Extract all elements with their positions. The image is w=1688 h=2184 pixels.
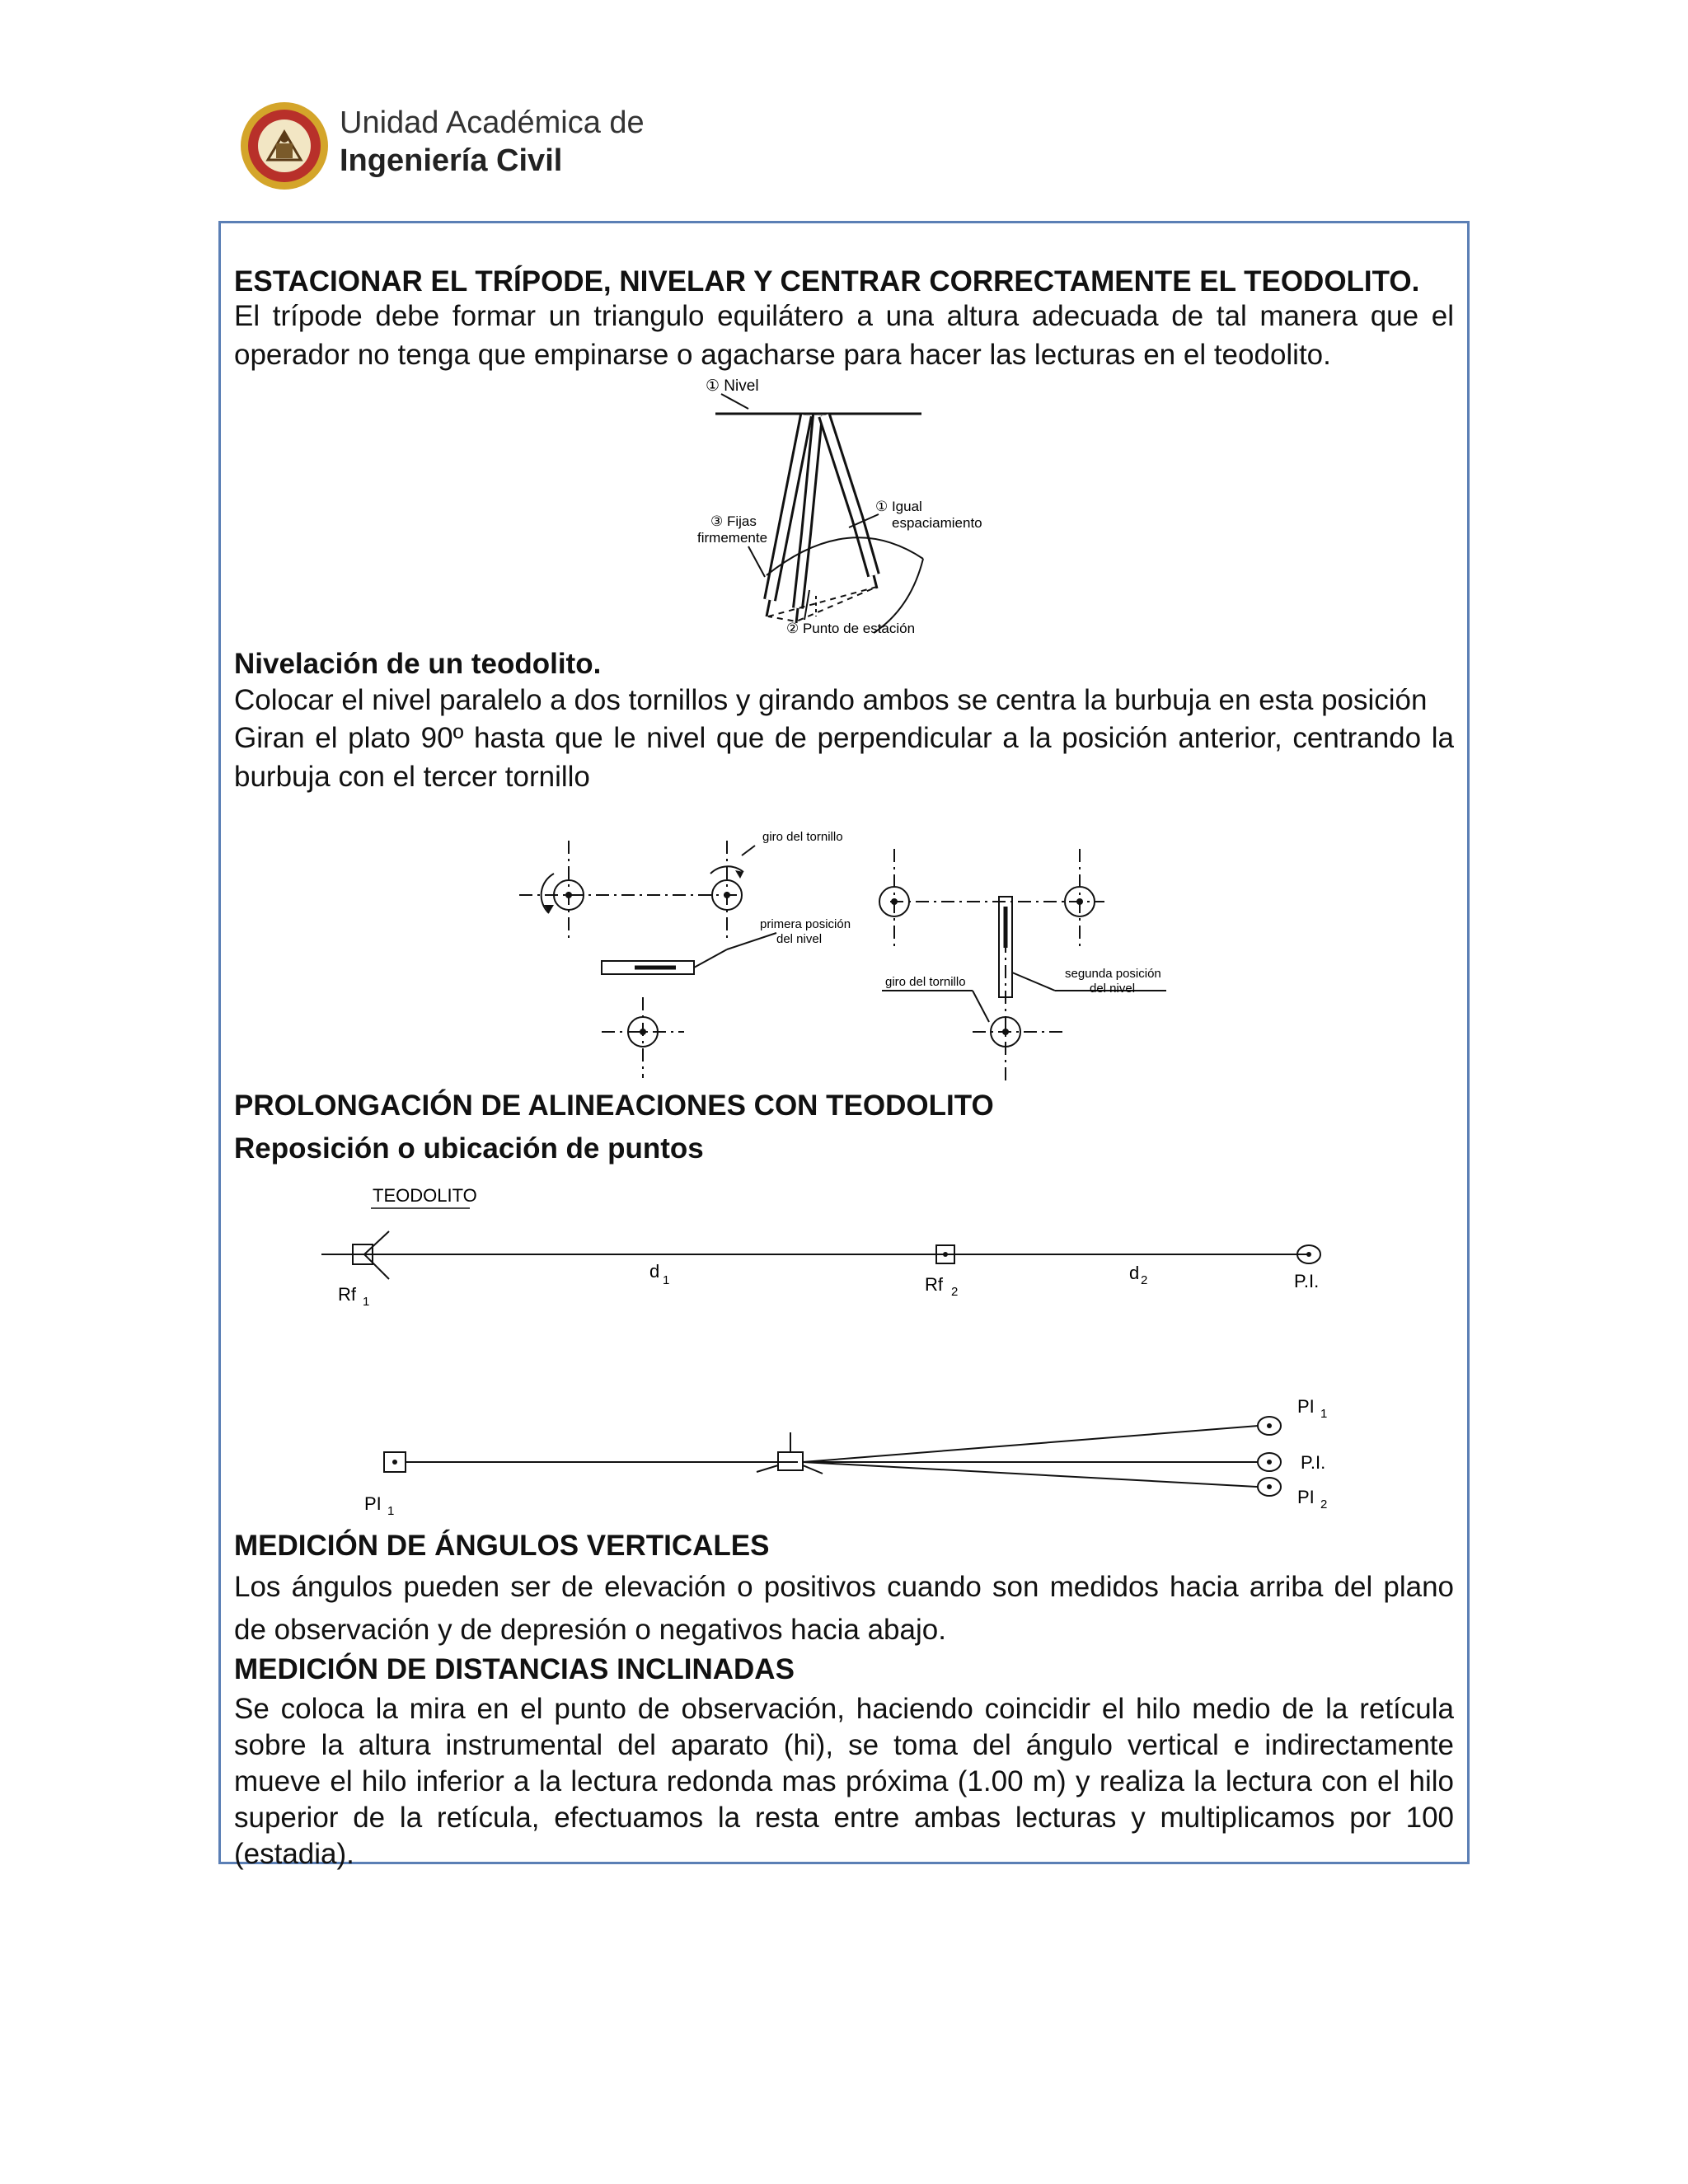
label-firmemente: firmemente (697, 530, 768, 546)
section-body-vertical-angles: Los ángulos pueden ser de elevación o positivos cuando son medidos hacia arriba del plano de observación y de depresión o negativos hacia abajo. (234, 1571, 1454, 1646)
institution-name-line2: Ingeniería Civil (340, 143, 563, 178)
label-d2: d (1129, 1263, 1140, 1283)
institution-name-line1: Unidad Académica de (340, 105, 645, 140)
label-punto-estacion: ② Punto de estación (786, 621, 916, 636)
section-body-tripod: El trípode debe formar un triangulo equilátero a una altura adecuada de tal manera que el operador no tenga que empinarse o agacharse para hacer las lecturas en el teodolito. (234, 300, 1454, 371)
leveling-figure (511, 816, 1187, 1088)
section-body-inclined-distances: Se coloca la mira en el punto de observación, haciendo coincidir el hilo medio de la retícula sobre la altura instrumental del aparato (hi), se toma del ángulo vertical e indirectamente mueve el hilo inferior a la lectura redonda mas próxima (1.00 m) y realiza la lectura con el hilo superior de la retícula, efectuamos la resta entre ambas lecturas y multiplicamos por 100 (estadia). (234, 1693, 1454, 1870)
section-subheading-points: Reposición o ubicación de puntos (234, 1132, 704, 1165)
label-fijas: ③ Fijas (710, 513, 757, 529)
label-primera-nivel: del nivel (776, 932, 823, 946)
label-giro-tornillo-1: giro del tornillo (762, 830, 843, 844)
section-heading-alignments: PROLONGACIÓN DE ALINEACIONES CON TEODOLITO (234, 1090, 994, 1122)
label-pi1-left: PI (364, 1493, 382, 1514)
label-pi1-right: PI (1297, 1396, 1315, 1417)
label-pi-mid: P.I. (1301, 1452, 1326, 1473)
header (239, 101, 668, 191)
label-rf1: Rf (338, 1284, 356, 1305)
label-teodolito: TEODOLITO (373, 1185, 477, 1206)
section-heading-leveling: Nivelación de un teodolito. (234, 648, 602, 680)
label-primera-posicion: primera posición (760, 917, 851, 931)
label-espaciamiento: espaciamiento (892, 515, 982, 531)
label-segunda-posicion: segunda posición (1065, 967, 1161, 981)
label-d1-sub: 1 (663, 1273, 670, 1287)
label-giro-tornillo-2: giro del tornillo (885, 975, 966, 989)
section-heading-tripod: ESTACIONAR EL TRÍPODE, NIVELAR Y CENTRAR CORRECTAMENTE EL TEODOLITO. (234, 265, 1420, 298)
double-centering-figure (354, 1393, 1368, 1525)
section-body-leveling-line1: Colocar el nivel paralelo a dos tornillos y girando ambos se centra la burbuja en esta posición (234, 684, 1428, 716)
label-d1: d (649, 1261, 660, 1282)
label-pi1-left-sub: 1 (387, 1504, 395, 1518)
faculty-seal-logo (239, 101, 330, 191)
section-heading-vertical-angles: MEDICIÓN DE ÁNGULOS VERTICALES (234, 1530, 770, 1562)
label-segunda-nivel: del nivel (1090, 982, 1136, 996)
section-body-leveling-line2: Giran el plato 90º hasta que le nivel que de perpendicular a la posición anterior, centrando la burbuja con el tercer tornillo (234, 722, 1454, 793)
label-rf2: Rf (925, 1274, 943, 1295)
label-igual: ① Igual (875, 499, 922, 514)
label-pi2: PI (1297, 1487, 1315, 1507)
tripod-figure (684, 369, 1014, 646)
label-d2-sub: 2 (1141, 1273, 1148, 1287)
label-pi: P.I. (1294, 1271, 1320, 1291)
alignment-figure (313, 1179, 1368, 1319)
section-heading-inclined-distances: MEDICIÓN DE DISTANCIAS INCLINADAS (234, 1653, 795, 1685)
label-rf2-sub: 2 (951, 1285, 959, 1299)
label-pi2-sub: 2 (1320, 1497, 1328, 1511)
label-rf1-sub: 1 (363, 1295, 370, 1309)
label-pi1-right-sub: 1 (1320, 1407, 1328, 1421)
label-nivel: ① Nivel (706, 377, 759, 395)
